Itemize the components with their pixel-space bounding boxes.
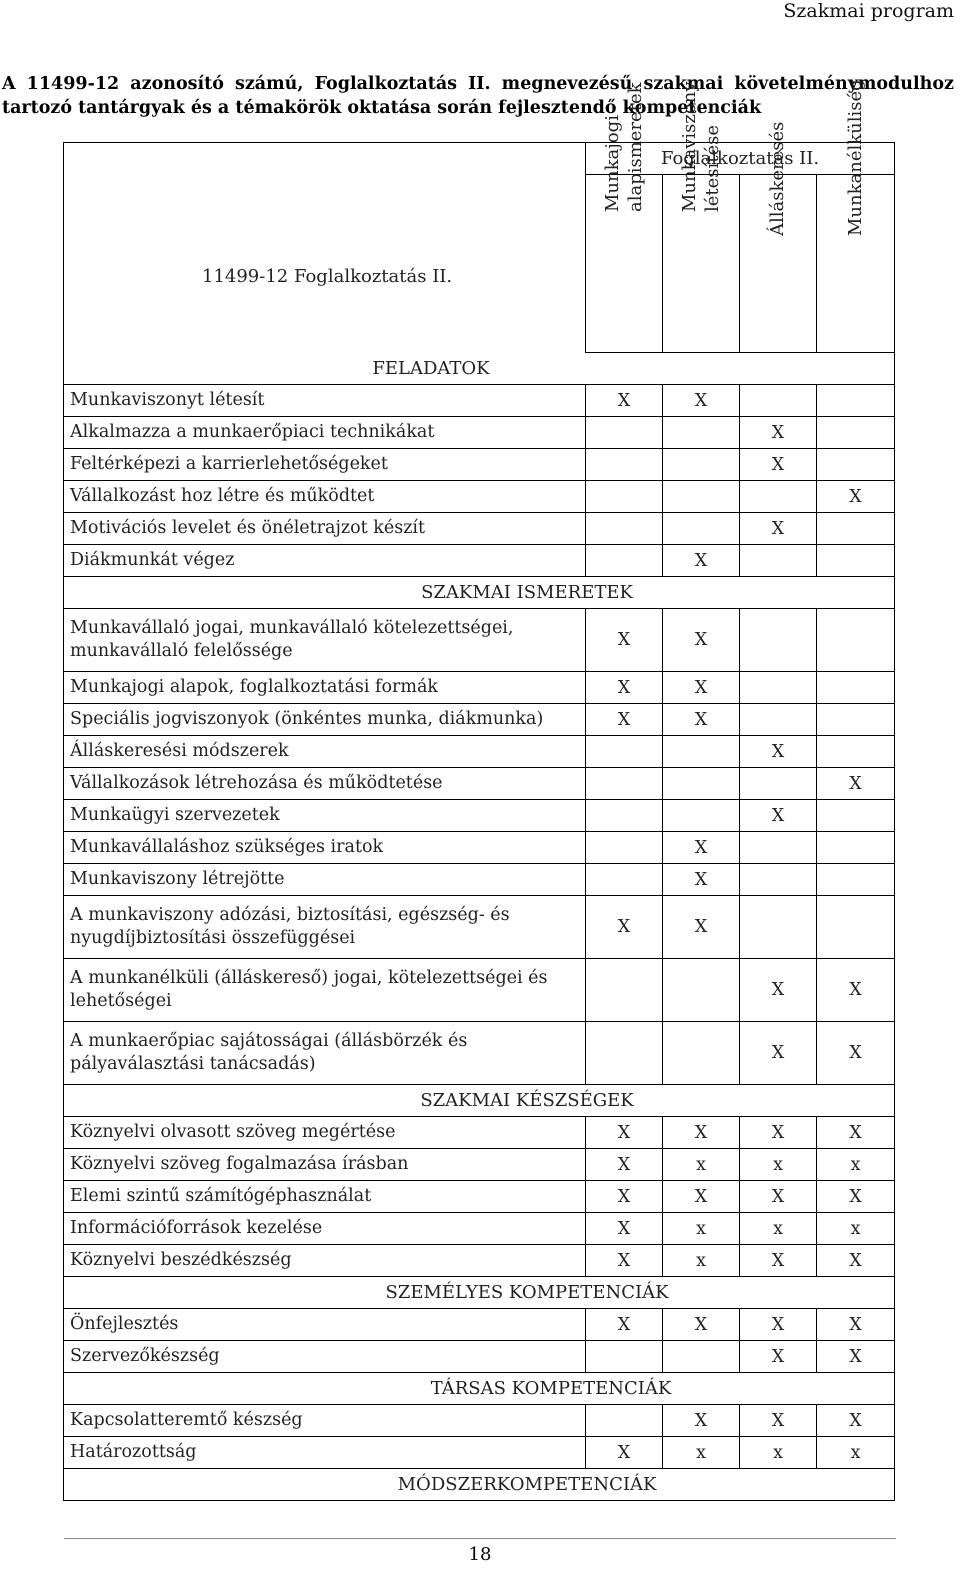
mark-cell: [817, 609, 895, 672]
mark-cell: X: [740, 513, 817, 545]
row-label: Köznyelvi olvasott szöveg megértése: [64, 1117, 586, 1149]
table-row: [64, 704, 895, 736]
table-row: [64, 545, 895, 577]
row-label: Vállalkozások létrehozása és működtetése: [64, 768, 586, 800]
column-header-label: Munkaviszony létesítése: [679, 81, 723, 212]
mark-cell: X: [663, 672, 740, 704]
mark-cell: [586, 1341, 663, 1373]
mark-cell: X: [586, 385, 663, 417]
mark-cell: [740, 768, 817, 800]
table-row: [64, 1309, 895, 1341]
mark-cell: x: [817, 1149, 895, 1181]
section-row: [64, 1085, 895, 1117]
mark-cell: x: [740, 1437, 817, 1469]
mark-cell: [740, 832, 817, 864]
section-title: TÁRSAS KOMPETENCIÁK: [430, 1378, 672, 1399]
mark-cell: [586, 1405, 663, 1437]
table-row: [64, 1181, 895, 1213]
mark-cell: [817, 800, 895, 832]
mark-cell: [817, 896, 895, 959]
subject-title: Foglalkoztatás II.: [586, 143, 895, 175]
mark-cell: X: [740, 1309, 817, 1341]
section-row: [64, 1373, 895, 1405]
table-row: [64, 896, 895, 959]
mark-cell: X: [817, 1245, 895, 1277]
mark-cell: X: [740, 417, 817, 449]
mark-cell: x: [663, 1245, 740, 1277]
table-row: [64, 385, 895, 417]
mark-cell: [740, 609, 817, 672]
mark-cell: X: [586, 1437, 663, 1469]
mark-cell: x: [817, 1437, 895, 1469]
mark-cell: X: [740, 1405, 817, 1437]
row-label: A munkanélküli (álláskereső) jogai, kötelezettségei és lehetőségei: [64, 959, 586, 1022]
row-label: Munkavállaláshoz szükséges iratok: [64, 832, 586, 864]
row-label: Munkajogi alapok, foglalkoztatási formák: [64, 672, 586, 704]
row-label: Munkavállaló jogai, munkavállaló kötelezettségei, munkavállaló felelőssége: [64, 609, 586, 672]
mark-cell: X: [663, 1309, 740, 1341]
mark-cell: [817, 704, 895, 736]
mark-cell: X: [740, 800, 817, 832]
mark-cell: [740, 864, 817, 896]
mark-cell: X: [586, 1117, 663, 1149]
mark-cell: X: [663, 832, 740, 864]
table-row: [64, 1117, 895, 1149]
mark-cell: [586, 864, 663, 896]
table-row: [64, 481, 895, 513]
mark-cell: [740, 704, 817, 736]
section-cell: [64, 1277, 895, 1309]
row-label: A munkaerőpiac sajátosságai (állásbörzék és pályaválasztási tanácsadás): [64, 1022, 586, 1085]
mark-cell: [663, 768, 740, 800]
footer-divider: [64, 1538, 896, 1539]
row-label: Elemi szintű számítógéphasználat: [64, 1181, 586, 1213]
mark-cell: [586, 545, 663, 577]
section-cell: [64, 577, 895, 609]
table-row: [64, 449, 895, 481]
mark-cell: [740, 385, 817, 417]
section-cell: [64, 1373, 895, 1405]
section-title: MÓDSZERKOMPETENCIÁK: [397, 1474, 657, 1495]
section-title: SZAKMAI KÉSZSÉGEK: [420, 1090, 634, 1111]
row-label: Szervezőkészség: [64, 1341, 586, 1373]
mark-cell: [817, 672, 895, 704]
mark-cell: X: [586, 1149, 663, 1181]
column-header: [663, 81, 740, 353]
mark-cell: X: [740, 736, 817, 768]
mark-cell: [663, 513, 740, 545]
row-label: Munkaviszonyt létesít: [64, 385, 586, 417]
table-row: [64, 832, 895, 864]
row-label: Feltérképezi a karrierlehetőségeket: [64, 449, 586, 481]
row-label: Információforrások kezelése: [64, 1213, 586, 1245]
section-row: [64, 1469, 895, 1501]
mark-cell: X: [663, 704, 740, 736]
mark-cell: x: [817, 1213, 895, 1245]
mark-cell: [817, 417, 895, 449]
mark-cell: [817, 832, 895, 864]
mark-cell: X: [740, 1117, 817, 1149]
mark-cell: X: [586, 1213, 663, 1245]
table-row: [64, 1437, 895, 1469]
section-title: SZEMÉLYES KOMPETENCIÁK: [385, 1282, 669, 1303]
mark-cell: [586, 736, 663, 768]
table-row: [64, 768, 895, 800]
mark-cell: [817, 545, 895, 577]
section-title: SZAKMAI ISMERETEK: [421, 582, 633, 603]
mark-cell: X: [663, 545, 740, 577]
section-row: [64, 577, 895, 609]
mark-cell: X: [817, 481, 895, 513]
mark-cell: [586, 768, 663, 800]
table-row: [64, 959, 895, 1022]
mark-cell: X: [817, 768, 895, 800]
table-row: [64, 1149, 895, 1181]
mark-cell: X: [817, 1022, 895, 1085]
mark-cell: X: [663, 1181, 740, 1213]
mark-cell: X: [740, 449, 817, 481]
row-label: A munkaviszony adózási, biztosítási, egészség- és nyugdíjbiztosítási összefüggései: [64, 896, 586, 959]
row-label: Önfejlesztés: [64, 1309, 586, 1341]
column-header: [740, 121, 817, 353]
module-title: 11499-12 Foglalkoztatás II.: [202, 266, 453, 288]
mark-cell: x: [663, 1213, 740, 1245]
mark-cell: X: [817, 1117, 895, 1149]
column-header: [817, 78, 895, 353]
mark-cell: [586, 513, 663, 545]
mark-cell: x: [740, 1149, 817, 1181]
table-row: [64, 736, 895, 768]
section-row: [64, 353, 895, 385]
mark-cell: [740, 672, 817, 704]
table-row: [64, 672, 895, 704]
mark-cell: X: [740, 1245, 817, 1277]
row-label: Motivációs levelet és önéletrajzot készít: [64, 513, 586, 545]
mark-cell: [740, 545, 817, 577]
page-number: 18: [468, 1544, 492, 1565]
mark-cell: [663, 481, 740, 513]
mark-cell: X: [586, 704, 663, 736]
mark-cell: [586, 1022, 663, 1085]
row-label: Munkaviszony létrejötte: [64, 864, 586, 896]
mark-cell: [740, 481, 817, 513]
section-row: [64, 1277, 895, 1309]
mark-cell: [663, 1022, 740, 1085]
mark-cell: X: [586, 672, 663, 704]
mark-cell: [586, 800, 663, 832]
table-row: [64, 1405, 895, 1437]
mark-cell: x: [663, 1149, 740, 1181]
row-label: Alkalmazza a munkaerőpiaci technikákat: [64, 417, 586, 449]
mark-cell: [740, 896, 817, 959]
mark-cell: X: [586, 896, 663, 959]
column-header-label: Álláskeresés: [767, 121, 788, 236]
mark-cell: [663, 449, 740, 481]
mark-cell: [663, 800, 740, 832]
mark-cell: X: [663, 609, 740, 672]
row-label: Álláskeresési módszerek: [64, 736, 586, 768]
mark-cell: X: [586, 1181, 663, 1213]
mark-cell: X: [663, 385, 740, 417]
mark-cell: [663, 417, 740, 449]
mark-cell: [817, 449, 895, 481]
section-cell: [64, 1085, 895, 1117]
mark-cell: X: [817, 1309, 895, 1341]
table-row: [64, 1245, 895, 1277]
mark-cell: [663, 1341, 740, 1373]
table-row: [64, 1341, 895, 1373]
mark-cell: X: [586, 1245, 663, 1277]
mark-cell: x: [663, 1437, 740, 1469]
mark-cell: X: [740, 959, 817, 1022]
mark-cell: [586, 959, 663, 1022]
mark-cell: [663, 959, 740, 1022]
mark-cell: X: [740, 1341, 817, 1373]
section-cell: [64, 1469, 895, 1501]
table-row: [64, 864, 895, 896]
row-label: Diákmunkát végez: [64, 545, 586, 577]
mark-cell: [817, 736, 895, 768]
table-row: [64, 800, 895, 832]
mark-cell: [817, 864, 895, 896]
module-title-cell: [64, 143, 586, 353]
table-row: [64, 609, 895, 672]
mark-cell: X: [586, 1309, 663, 1341]
row-label: Határozottság: [64, 1437, 586, 1469]
mark-cell: X: [663, 1405, 740, 1437]
mark-cell: X: [817, 1341, 895, 1373]
mark-cell: [586, 481, 663, 513]
mark-cell: [663, 736, 740, 768]
row-label: Kapcsolatteremtő készség: [64, 1405, 586, 1437]
row-label: Vállalkozást hoz létre és működtet: [64, 481, 586, 513]
table-row: [64, 1022, 895, 1085]
mark-cell: [586, 449, 663, 481]
row-label: Speciális jogviszonyok (önkéntes munka, diákmunka): [64, 704, 586, 736]
mark-cell: X: [586, 609, 663, 672]
mark-cell: [817, 513, 895, 545]
mark-cell: X: [817, 959, 895, 1022]
mark-cell: [817, 385, 895, 417]
mark-cell: X: [740, 1181, 817, 1213]
row-label: Köznyelvi beszédkészség: [64, 1245, 586, 1277]
column-header: [586, 81, 663, 353]
mark-cell: X: [663, 864, 740, 896]
section-cell: [64, 353, 895, 385]
page-header: Szakmai program: [783, 0, 954, 22]
row-label: Munkaügyi szervezetek: [64, 800, 586, 832]
mark-cell: X: [663, 896, 740, 959]
mark-cell: [586, 832, 663, 864]
row-label: Köznyelvi szöveg fogalmazása írásban: [64, 1149, 586, 1181]
mark-cell: X: [663, 1117, 740, 1149]
mark-cell: [586, 417, 663, 449]
column-header-label: Munkajogi alapismeretek: [602, 81, 646, 212]
mark-cell: X: [740, 1022, 817, 1085]
table-row: [64, 417, 895, 449]
page-heading: A 11499-12 azonosító számú, Foglalkoztatás II. megnevezésű szakmai követelménymodulhoz tartozó tantárgyak és a témakörök oktatása során fejlesztendő kompetenciák: [2, 74, 954, 118]
column-header-label: Munkanélküliség: [844, 78, 866, 236]
table-row: [64, 1213, 895, 1245]
section-title: FELADATOK: [372, 358, 490, 379]
table-row: [64, 513, 895, 545]
mark-cell: x: [740, 1213, 817, 1245]
mark-cell: X: [817, 1405, 895, 1437]
mark-cell: X: [817, 1181, 895, 1213]
